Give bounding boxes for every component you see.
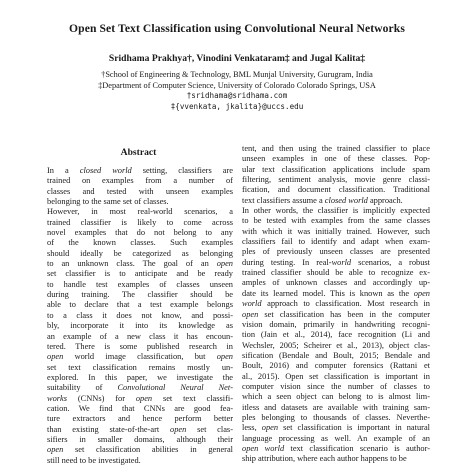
text-line: during testing. In real-world scenarios, a robust [242, 257, 430, 267]
text-line: In other words, the classifier is implicitly expected [242, 206, 430, 216]
text-line: open set classification abilities in general [47, 445, 233, 455]
text-line: to handle test examples of classes unseen [47, 279, 233, 289]
text-line: itless and datasets are available with training sam- [242, 402, 430, 412]
text-line: open world text classification scenario is author- [242, 443, 431, 453]
text-line: with which it was initially trained. However, such [242, 226, 430, 236]
email-line: ‡{vvenkata, jkalita}@uccs.edu [170, 101, 304, 111]
text-line: bly, incorporate it into its knowledge as [47, 321, 233, 331]
text-line: works (CNNs) for open set text classifi- [47, 393, 233, 403]
introduction-body [242, 144, 430, 465]
text-line: to a class it does not know, and possi- [47, 310, 233, 320]
text-line: ples of previously unseen classes are presented [242, 247, 430, 257]
paper-title: Open Set Text Classification using Convolutional Neural Networks [69, 22, 405, 35]
text-line: language processing as well. An example of an [242, 433, 430, 443]
text-line: of the known classes. Such examples [47, 238, 233, 248]
text-line: to an unknown class. The goal of an open [47, 259, 233, 269]
text-line: fication, and document classification. Traditional [242, 185, 430, 195]
text-line: Boult, 2016) and computer forensics (Rattani et [242, 361, 430, 371]
email-line: †sridhama@sridhama.com [186, 91, 288, 101]
text-line: during training. The classifier should be [47, 290, 233, 300]
text-line: classifiers fail to identify and adapt when exam- [242, 237, 430, 247]
text-line: trained on examples from a number of [47, 176, 233, 186]
text-line: novel examples that do not belong to any [47, 228, 233, 238]
text-line: open world image classification, but open [47, 352, 233, 362]
author-list: Sridhama Prakhya†, Vinodini Venkataram‡ and Jugal Kalita‡ [108, 53, 366, 64]
text-line: filtering, sentiment analysis, movie genre classi- [242, 175, 430, 185]
text-line: vision domain, primarily in handwriting recogni- [242, 319, 430, 329]
text-line: Wechsler, 2005; Scheirer et al., 2013), object clas- [242, 340, 430, 350]
text-line: al., 2015). Open set classification is important in [242, 371, 430, 381]
text-line: world approach to classification. Most research in [242, 299, 430, 309]
text-line: sification (Bendale and Boult, 2015; Bendale and [242, 350, 430, 360]
text-line: ples belonging to thousands of classes. Neverthe- [242, 412, 430, 422]
affiliation-line: ‡Department of Computer Science, University of Colorado Colorado Springs, USA [98, 80, 376, 90]
text-line: still need to be investigated. [47, 455, 141, 465]
text-line: should ideally be categorized as belonging [47, 248, 233, 258]
text-line: amples of unknown classes and accordingly up- [242, 278, 430, 288]
text-line: open set classification has been in the computer [242, 309, 430, 319]
text-line: less, open set classification is important in natural [242, 423, 430, 433]
text-line: explored. In this paper, we investigate the [47, 372, 233, 382]
text-line: ular text classification applications include spam [242, 164, 430, 174]
text-line: an example of a new class it has encoun- [47, 331, 233, 341]
text-line: set classifier is to anticipate and be ready [47, 269, 233, 279]
text-line: able to declare that a test example belongs [47, 300, 233, 310]
text-line: which a seen object can belong to is almost lim- [242, 392, 430, 402]
text-line: ship attribution, where each author happens to be [242, 454, 407, 464]
text-line: ture extractors and hence perform better [47, 414, 233, 424]
affiliation-line: †School of Engineering & Technology, BML Munjal University, Gurugram, India [101, 70, 373, 79]
text-line: tered. There is some published research in [47, 341, 233, 351]
text-line: classes and tested with unseen examples [47, 186, 233, 196]
text-line: trained classifier should be able to recognize ex- [242, 268, 430, 278]
text-line: than existing state-of-the-art open set clas- [47, 424, 233, 434]
text-line: set text classification remains mostly un- [47, 362, 233, 372]
text-line: date its learned model. This is known as the open [242, 288, 430, 298]
text-line: belonging to the same set of classes. [47, 197, 169, 207]
text-line: to be tested with examples from the same classes [242, 216, 430, 226]
text-line: tion (Jain et al., 2014), face recognition (Li and [242, 330, 430, 340]
abstract-heading: Abstract [120, 147, 157, 158]
affiliations-block [0, 70, 474, 112]
text-line: trained classifier is likely to come across [47, 217, 233, 227]
text-line: sifiers in smaller domains, although their [47, 434, 233, 444]
text-line: computer vision since the number of classes to [242, 381, 430, 391]
text-line: In a closed world setting, classifiers are [47, 166, 233, 175]
text-line: cation. We find that CNNs are good fea- [47, 403, 233, 413]
text-line: unseen examples in one of these classes. Pop- [242, 154, 430, 164]
text-line: suitability of Convolutional Neural Net- [47, 383, 233, 393]
abstract-body [47, 166, 233, 466]
text-line: text classifiers assume a closed world approach. [242, 195, 403, 205]
text-line: However, in most real-world scenarios, a [47, 207, 233, 217]
text-line: tent, and then using the trained classifier to place [242, 144, 430, 153]
